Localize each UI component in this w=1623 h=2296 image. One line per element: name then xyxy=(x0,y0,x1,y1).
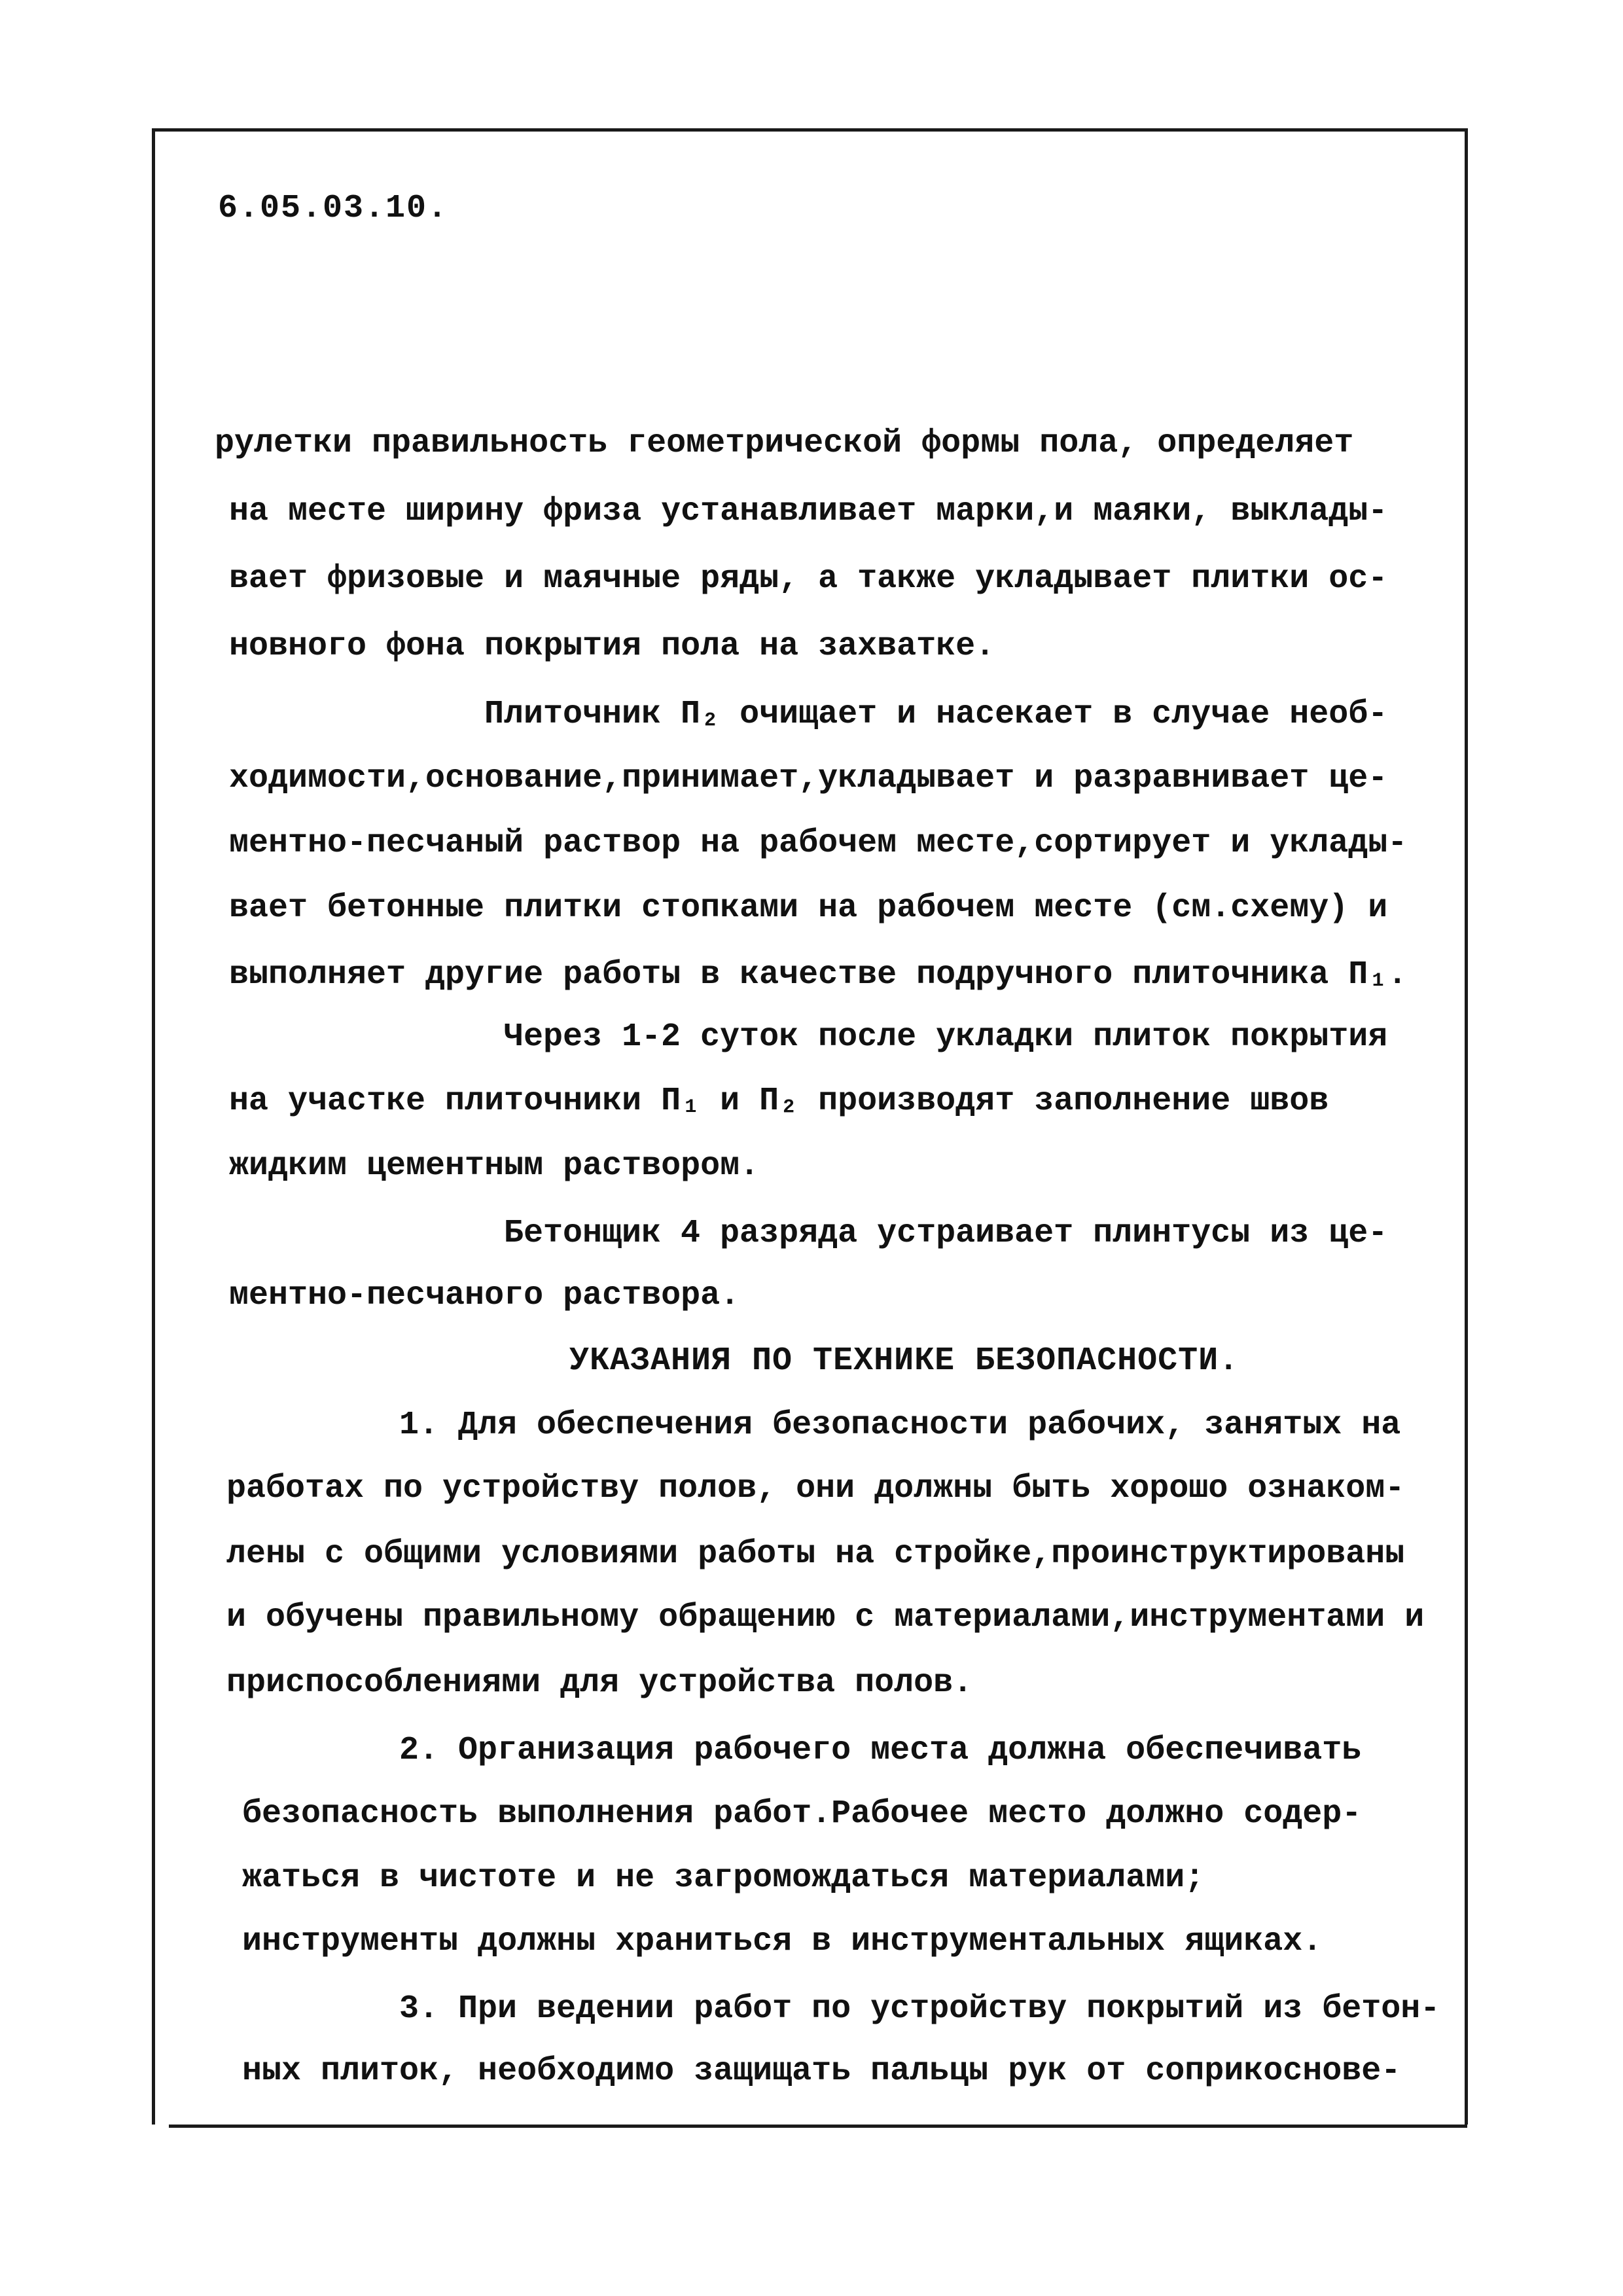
text-line: работах по устройству полов, они должны быть хорошо ознаком- xyxy=(226,1470,1405,1507)
text-line: 3. При ведении работ по устройству покрытий из бетон- xyxy=(399,1990,1440,2028)
text-line: жидким цементным раствором. xyxy=(229,1147,760,1185)
text-line: на месте ширину фриза устанавливает марки,и маяки, выклады- xyxy=(229,493,1388,530)
section-heading: УКАЗАНИЯ ПО ТЕХНИКЕ БЕЗОПАСНОСТИ. xyxy=(569,1342,1240,1380)
text-line: ных плиток, необходимо защищать пальцы рук от соприкоснове- xyxy=(242,2053,1401,2090)
text-line: приспособлениями для устройства полов. xyxy=(226,1664,973,1702)
text-line: Через 1-2 суток после укладки плиток покрытия xyxy=(504,1018,1388,1056)
text-line: 1. Для обеспечения безопасности рабочих, занятых на xyxy=(399,1407,1401,1444)
text-line: вает фризовые и маячные ряды, а также укладывает плитки ос- xyxy=(229,560,1388,598)
text-line: вает бетонные плитки стопками на рабочем месте (см.схему) и xyxy=(229,889,1388,927)
text-line: новного фона покрытия пола на захватке. xyxy=(229,628,995,665)
text-line: и обучены правильному обращению с материалами,инструментами и xyxy=(226,1599,1425,1636)
document-code: 6.05.03.10. xyxy=(218,190,449,227)
page-frame-bottom-border xyxy=(169,2125,1467,2128)
text-line: ментно-песчаный раствор на рабочем месте,сортирует и уклады- xyxy=(229,825,1408,862)
text-line: на участке плиточники П₁ и П₂ производят заполнение швов xyxy=(229,1083,1329,1120)
text-line: рулетки правильность геометрической формы пола, определяет xyxy=(215,425,1354,462)
text-line: 2. Организация рабочего места должна обеспечивать xyxy=(399,1732,1362,1769)
page-frame-top-border xyxy=(152,128,1467,132)
text-line: лены с общими условиями работы на стройке,проинструктированы xyxy=(226,1535,1405,1573)
text-line: Бетонщик 4 разряда устраивает плинтусы из це- xyxy=(504,1215,1388,1252)
text-line: выполняет другие работы в качестве подручного плиточника П₁. xyxy=(229,956,1408,994)
text-line: инструменты должны храниться в инструментальных ящиках. xyxy=(242,1923,1323,1960)
page-frame-right-border xyxy=(1465,128,1468,2125)
text-line: безопасность выполнения работ.Рабочее место должно содер- xyxy=(242,1795,1362,1833)
text-line: ходимости,основание,принимает,укладывает и разравнивает це- xyxy=(229,760,1388,797)
text-line: жаться в чистоте и не загромождаться материалами; xyxy=(242,1859,1205,1897)
text-line: Плиточник П₂ очищает и насекает в случае необ- xyxy=(484,696,1388,733)
page-frame-left-border xyxy=(152,128,155,2125)
text-line: ментно-песчаного раствора. xyxy=(229,1277,740,1314)
